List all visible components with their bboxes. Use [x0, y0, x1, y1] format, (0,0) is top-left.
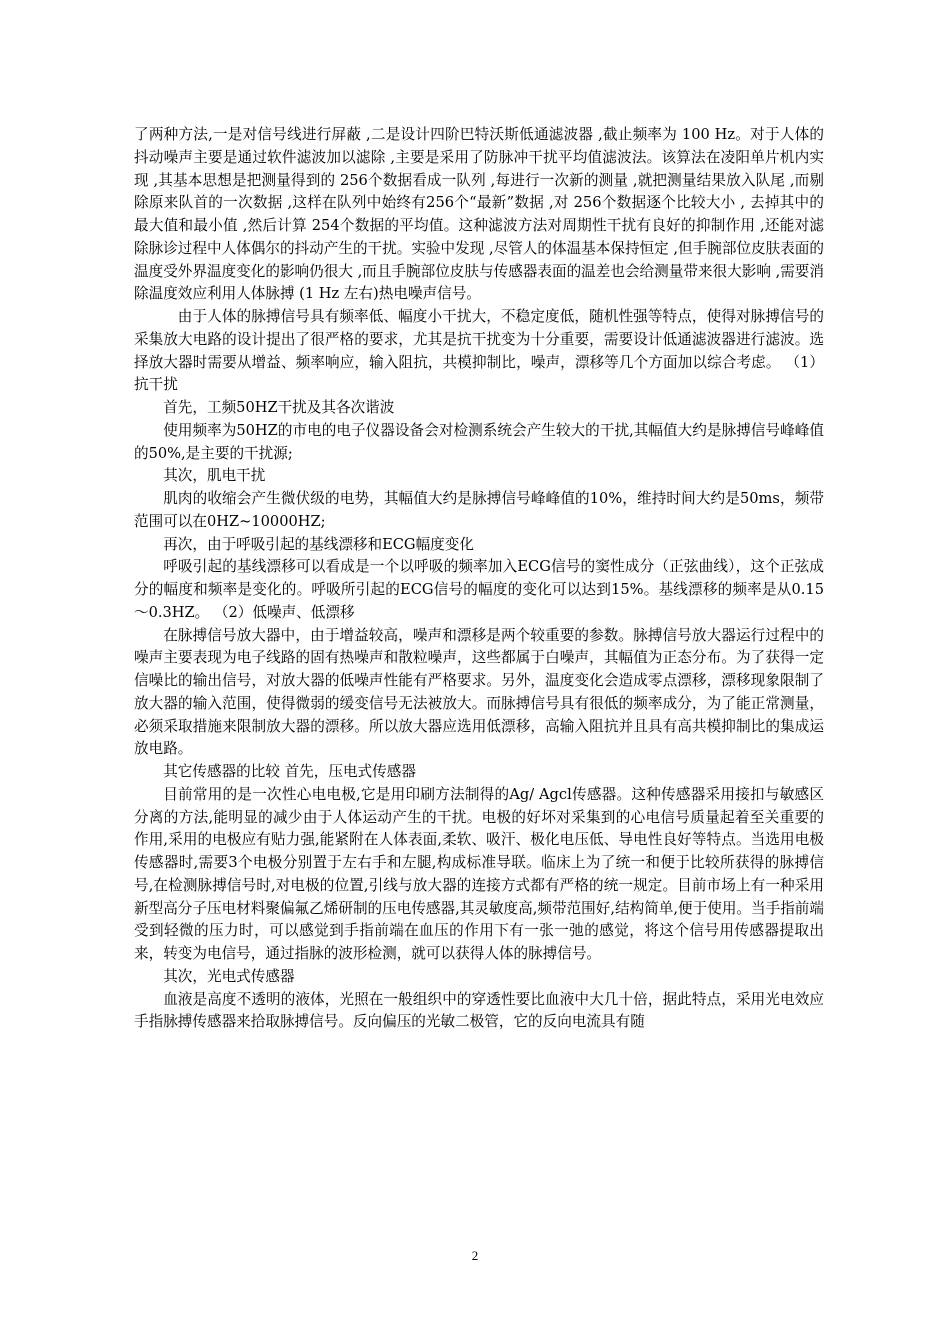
paragraph-filter-methods: 了两种方法,一是对信号线进行屏蔽 ,二是设计四阶巴特沃斯低通滤波器 ,截止频率为 100 Hz。对于人体的抖动噪声主要是通过软件滤波加以滤除 ,主要是采用了防脉冲干扰平均值滤波法。该算法在凌阳单片机内实现 ,其基本思想是把测量得到的 256个数据看成一队列 ,每进行一次新的测量 ,就把测量结果放入队尾 ,而剔除原来队首的一次数据 ,这样在队列中始终有256个“最新”数据 ,对 256个数据逐个比较大小 , 去掉其中的最大值和最小值 ,然后计算 254个数据的平均值。这种滤波方法对周期性干扰有良好的抑制作用 ,还能对滤除脉诊过程中人体偶尔的抖动产生的干扰。实验中发现 ,尽管人的体温基本保持恒定 ,但手腕部位皮肤表面的温度受外界温度变化的影响仍很大 ,而且手腕部位皮肤与传感器表面的温差也会给测量带来很大影响 ,需要消除温度效应利用人体脉搏 (1 Hz 左右)热电噪声信号。: [134, 126, 824, 303]
body-text: [134, 124, 824, 1034]
paragraph-pulse-signal-features: 由于人体的脉搏信号具有频率低、幅度小干扰大，不稳定度低，随机性强等特点，使得对脉搏信号的采集放大电路的设计提出了很严格的要求，尤其是抗干扰变为十分重要，需要设计低通滤波器进行滤波。选择放大器时需要从增益、频率响应，输入阻抗，共模抑制比，噪声，漂移等几个方面加以综合考虑。 （1）抗干扰: [134, 308, 824, 394]
paragraph-emg-heading: 其次，肌电干扰: [163, 467, 266, 485]
paragraph-photo-sensor: 血液是高度不透明的液体，光照在一般组织中的穿透性要比血液中大几十倍，据此特点，采用光电效应手指脉搏传感器来拾取脉搏信号。反向偏压的光敏二极管，它的反向电流具有随: [134, 990, 824, 1031]
paragraph-power-line-heading: 首先，工频50HZ干扰及其各次谐波: [163, 399, 395, 416]
page-number: 2: [471, 1248, 479, 1263]
paragraph-piezo-sensor: 目前常用的是一次性心电电极,它是用印刷方法制得的Ag/ Agcl传感器。这种传感器采用接扣与敏感区分离的方法,能明显的减少由于人体运动产生的干扰。电极的好坏对采集到的心电信号质量起着至关重要的作用,采用的电极应有贴力强,能紧附在人体表面,柔软、吸汗、极化电压低、导电性良好等特点。当选用电极传感器时,需要3个电极分别置于左右手和左腿,构成标准导联。临床上为了统一和便于比较所获得的脉搏信号,在检测脉搏信号时,对电极的位置,引线与放大器的连接方式都有严格的统一规定。目前市场上有一种采用新型高分子压电材料聚偏氟乙烯研制的压电传感器,其灵敏度高,频带范围好,结构简单,便于使用。当手指前端受到轻微的压力时，可以感觉到手指前端在血压的作用下有一张一弛的感觉，将这个信号用传感器提取出来，转变为电信号，通过指脉的波形检测，就可以获得人体的脉搏信号。: [134, 785, 824, 962]
paragraph-sensor-comparison-heading: 其它传感器的比较 首先，压电式传感器: [163, 763, 416, 780]
paragraph-baseline-heading: 再次，由于呼吸引起的基线漂移和ECG幅度变化: [163, 535, 474, 553]
paragraph-emg-interference: 肌肉的收缩会产生微伏级的电势，其幅值大约是脉搏信号峰峰值的10%，维持时间大约是50ms，频带范围可以在0HZ~10000HZ;: [134, 490, 824, 530]
paragraph-photo-sensor-heading: 其次，光电式传感器: [163, 967, 295, 985]
paragraph-power-line-interference: 使用频率为50HZ的市电的电子仪器设备会对检测系统会产生较大的干扰,其幅值大约是脉搏信号峰峰值的50%,是主要的干扰源;: [134, 421, 824, 462]
paragraph-low-noise-drift: 在脉搏信号放大器中，由于增益较高，噪声和漂移是两个较重要的参数。脉搏信号放大器运行过程中的噪声主要表现为电子线路的固有热噪声和散粒噪声，这些都属于白噪声，其幅值为正态分布。为了获得一定信噪比的输出信号，对放大器的低噪声性能有严格要求。另外，温度变化会造成零点漂移，漂移现象限制了放大器的输入范围，使得微弱的缓变信号无法被放大。而脉搏信号具有很低的频率成分，为了能正常测量，必须采取措施来限制放大器的漂移。所以放大器应选用低漂移，高输入阻抗并且具有高共模抑制比的集成运放电路。: [134, 626, 824, 758]
paragraph-baseline-drift: 呼吸引起的基线漂移可以看成是一个以呼吸的频率加入ECG信号的窦性成分（正弦曲线），这个正弦成分的幅度和频率是变化的。呼吸所引起的ECG信号的幅度的变化可以达到15%。基线漂移的频率是从0.15～0.3HZ。 （2）低噪声、低漂移: [134, 558, 824, 621]
